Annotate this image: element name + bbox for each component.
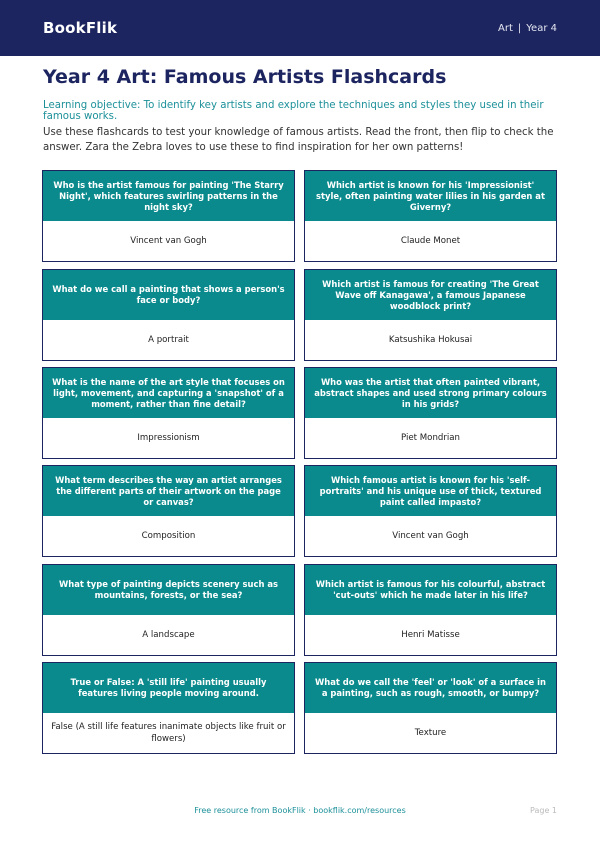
flashcard-front: What term describes the way an artist arranges the different parts of their artwork on the page or canvas?	[43, 466, 294, 516]
flashcard-back: False (A still life features inanimate objects like fruit or flowers)	[51, 722, 286, 744]
breadcrumb-year[interactable]: Year 4	[526, 22, 557, 34]
flashcard-front: Which artist is famous for his colourful, abstract 'cut-outs' which he made later in his life?	[305, 565, 556, 615]
breadcrumb	[498, 23, 557, 34]
flashcard-back: Piet Mondrian	[401, 433, 460, 443]
flashcard-row	[42, 465, 558, 558]
flashcard-front: Which artist is famous for creating 'The Great Wave off Kanagawa', a famous Japanese woodblock print?	[305, 270, 556, 320]
flashcard-front: Which famous artist is known for his 'self-portraits' and his unique use of thick, textured paint called impasto?	[305, 466, 556, 516]
flashcard[interactable]	[304, 269, 557, 361]
site-header	[0, 0, 600, 56]
flashcard-back: Claude Monet	[400, 236, 461, 246]
footer-credit-link[interactable]: Free resource from BookFlik · bookflik.com/resources	[194, 806, 406, 815]
flashcard-back: Texture	[414, 728, 447, 738]
flashcard-row	[42, 662, 558, 755]
flashcard-front: What do we call a painting that shows a person's face or body?	[43, 270, 294, 320]
flashcard[interactable]	[304, 465, 557, 557]
page-title: Year 4 Art: Famous Artists Flashcards	[43, 66, 447, 88]
flashcard[interactable]	[42, 367, 295, 459]
breadcrumb-separator: |	[517, 22, 522, 34]
flashcard-back: Composition	[141, 531, 196, 541]
flashcard[interactable]	[42, 564, 295, 656]
flashcard-row	[42, 170, 558, 263]
flashcard-back: Vincent van Gogh	[392, 531, 469, 541]
learning-objective: Learning objective: To identify key artists and explore the techniques and styles they used in their famous works.	[43, 100, 544, 122]
flashcard-row	[42, 367, 558, 460]
flashcard[interactable]	[304, 662, 557, 754]
flashcard[interactable]	[42, 170, 295, 262]
flashcard-front: What is the name of the art style that focuses on light, movement, and capturing a 'snapshot' of a moment, rather than fine detail?	[43, 368, 294, 418]
flashcard[interactable]	[304, 564, 557, 656]
flashcard[interactable]	[42, 269, 295, 361]
flashcard-front: Which artist is known for his 'Impressionist' style, often painting water lilies in his garden at Giverny?	[305, 171, 556, 221]
flashcard-front: Who was the artist that often painted vibrant, abstract shapes and used strong primary colours in his grids?	[305, 368, 556, 418]
flashcard-row	[42, 269, 558, 362]
flashcard-back: A landscape	[142, 630, 195, 640]
flashcard-front: What type of painting depicts scenery such as mountains, forests, or the sea?	[43, 565, 294, 615]
brand-logo[interactable]: BookFlik	[43, 19, 118, 37]
flashcard[interactable]	[42, 662, 295, 754]
flashcard-row	[42, 564, 558, 657]
flashcard-back: Henri Matisse	[401, 630, 460, 640]
flashcard-back: A portrait	[148, 335, 189, 345]
flashcard-front: What do we call the 'feel' or 'look' of a surface in a painting, such as rough, smooth, or bumpy?	[305, 663, 556, 713]
flashcard[interactable]	[42, 465, 295, 557]
flashcard-back: Katsushika Hokusai	[388, 335, 473, 345]
flashcard-front: Who is the artist famous for painting 'The Starry Night', which features swirling patterns in the night sky?	[43, 171, 294, 221]
breadcrumb-subject[interactable]: Art	[498, 22, 513, 34]
page-footer	[0, 806, 600, 820]
flashcard-back: Vincent van Gogh	[130, 236, 207, 246]
flashcard-front: True or False: A 'still life' painting usually features living people moving around.	[43, 663, 294, 713]
flashcard[interactable]	[304, 367, 557, 459]
flashcard[interactable]	[304, 170, 557, 262]
page-number: Page 1	[530, 806, 557, 815]
flashcard-back: Impressionism	[137, 433, 200, 443]
intro-text: Use these flashcards to test your knowledge of famous artists. Read the front, then flip to check the answer. Zara the Zebra loves to use these to find inspiration for her own patterns!	[43, 127, 554, 153]
